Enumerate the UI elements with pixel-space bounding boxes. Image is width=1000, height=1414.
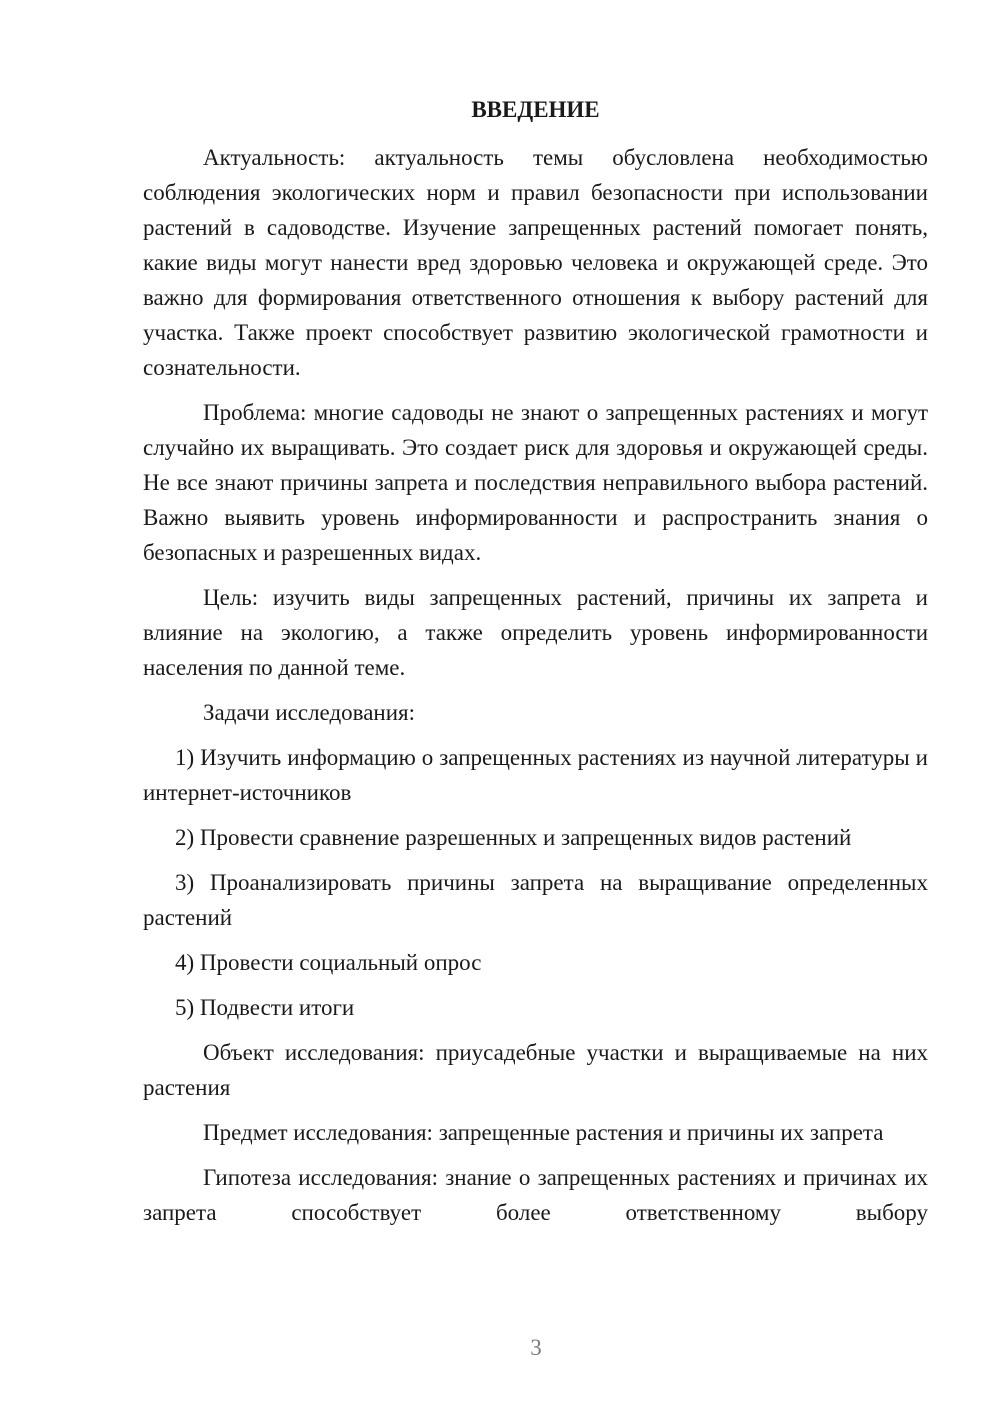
paragraph-goal: Цель: изучить виды запрещенных растений, причины их запрета и влияние на экологию, а также определить уровень информированности населения по данной теме. — [143, 585, 928, 680]
paragraph-relevance: Актуальность: актуальность темы обусловлена необходимостью соблюдения экологических норм и правил безопасности при использовании растений в садоводстве. Изучение запрещенных растений помогает понять, какие виды могут нанести вред здоровью человека и окружающей среде. Это важно для формирования ответственного отношения к выбору растений для участка. Также проект способствует развитию экологической грамотности и сознательности. — [143, 145, 928, 380]
task-item: 2) Провести сравнение разрешенных и запрещенных видов растений — [175, 825, 852, 850]
task-item: 5) Подвести итоги — [175, 995, 355, 1020]
section-title: ВВЕДЕНИЕ — [471, 97, 600, 122]
page-content — [143, 95, 928, 1240]
paragraph-subject: Предмет исследования: запрещенные растения и причины их запрета — [203, 1120, 884, 1145]
tasks-heading: Задачи исследования: — [203, 700, 416, 725]
paragraph-problem: Проблема: многие садоводы не знают о запрещенных растениях и могут случайно их выращивать. Это создает риск для здоровья и окружающей среды. Не все знают причины запрета и последствия неправильного выбора растений. Важно выявить уровень информированности и распространить знания о безопасных и разрешенных видах. — [143, 400, 928, 565]
page-number: 3 — [530, 1335, 542, 1360]
task-item: 4) Провести социальный опрос — [175, 950, 482, 975]
paragraph-hypothesis: Гипотеза исследования: знание о запрещенных растениях и причинах их запрета способствует более ответственному выбору — [143, 1165, 928, 1225]
task-item: 1) Изучить информацию о запрещенных растениях из научной литературы и интернет-источников — [143, 745, 928, 805]
task-item: 3) Проанализировать причины запрета на выращивание определенных растений — [143, 870, 928, 930]
paragraph-object: Объект исследования: приусадебные участки и выращиваемые на них растения — [143, 1040, 928, 1100]
